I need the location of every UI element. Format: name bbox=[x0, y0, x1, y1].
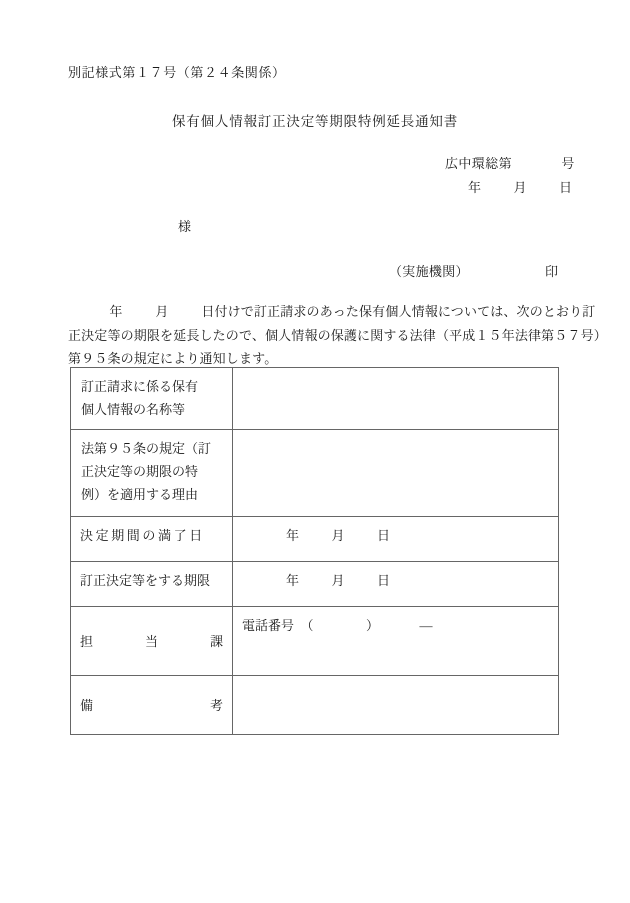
implementing-agency-label: （実施機関） bbox=[389, 264, 469, 279]
page-title: 保有個人情報訂正決定等期限特例延長通知書 bbox=[172, 114, 458, 129]
deadline-year: 年 bbox=[286, 573, 300, 588]
row-label-correction-decision-deadline bbox=[71, 562, 233, 607]
body-line-1-text: 日付けで訂正請求のあった保有個人情報については、次のとおり訂 bbox=[201, 304, 596, 319]
row-label-line: 訂正請求に係る保有 bbox=[81, 379, 199, 394]
document-number-suffix: 号 bbox=[561, 156, 575, 171]
expiry-month: 月 bbox=[331, 528, 345, 543]
row-label-line: 法第９５条の規定（訂 bbox=[81, 441, 212, 456]
row-value-remarks[interactable] bbox=[233, 676, 559, 735]
form-table bbox=[70, 367, 559, 735]
body-line-2: 正決定等の期限を延長したので、個人情報の保護に関する法律（平成１５年法律第５７号） bbox=[68, 327, 607, 343]
telephone-close-paren: ） bbox=[366, 618, 380, 633]
body-date-year: 年 bbox=[109, 304, 123, 319]
addressee-honorific: 様 bbox=[178, 219, 192, 234]
row-value-decision-period-expiry-date[interactable] bbox=[233, 517, 559, 562]
row-label-line: 訂正決定等をする期限 bbox=[80, 573, 211, 588]
issue-date-year: 年 bbox=[468, 180, 482, 195]
document-number-prefix: 広中環総第 bbox=[445, 156, 513, 171]
row-label-line: 備 考 bbox=[80, 697, 223, 713]
table-row bbox=[71, 368, 559, 430]
telephone-dash: ― bbox=[419, 618, 433, 633]
row-label-line: 正決定等の期限の特 bbox=[81, 464, 199, 479]
issue-date-day: 日 bbox=[559, 180, 573, 195]
row-value-correction-decision-deadline[interactable] bbox=[233, 562, 559, 607]
document-number-line bbox=[445, 153, 575, 172]
row-value-responsible-division[interactable] bbox=[233, 607, 559, 676]
row-label-line: 個人情報の名称等 bbox=[81, 402, 186, 417]
expiry-year: 年 bbox=[286, 528, 300, 543]
issue-date-month: 月 bbox=[513, 180, 527, 195]
table-row bbox=[71, 676, 559, 735]
issue-date-line bbox=[468, 177, 572, 196]
row-label-line: 決定期間の満了日 bbox=[80, 528, 205, 543]
telephone-label: 電話番号 （ bbox=[242, 618, 314, 633]
telephone-line bbox=[242, 614, 433, 637]
deadline-day: 日 bbox=[377, 573, 391, 588]
row-label-decision-period-expiry-date bbox=[71, 517, 233, 562]
table-row bbox=[71, 562, 559, 607]
table-row bbox=[71, 430, 559, 517]
body-line-1 bbox=[68, 300, 596, 324]
deadline-month: 月 bbox=[331, 573, 345, 588]
row-label-line: 例）を適用する理由 bbox=[81, 487, 199, 502]
form-number: 別記様式第１７号（第２４条関係） bbox=[68, 65, 286, 80]
table-row bbox=[71, 607, 559, 676]
expiry-day: 日 bbox=[377, 528, 391, 543]
row-label-responsible-division bbox=[71, 607, 233, 676]
row-label-remarks bbox=[71, 676, 233, 735]
row-label-reason-for-applying-article-95 bbox=[71, 430, 233, 517]
body-paragraph bbox=[68, 300, 607, 371]
seal-mark: 印 bbox=[545, 264, 559, 279]
row-value-name-of-retained-info[interactable] bbox=[233, 368, 559, 430]
row-value-reason-for-applying-article-95[interactable] bbox=[233, 430, 559, 517]
row-label-name-of-retained-info bbox=[71, 368, 233, 430]
table-row bbox=[71, 517, 559, 562]
body-date-month: 月 bbox=[155, 304, 169, 319]
row-label-line: 担 当 課 bbox=[80, 633, 223, 649]
body-line-3: 第９５条の規定により通知します。 bbox=[68, 351, 278, 366]
